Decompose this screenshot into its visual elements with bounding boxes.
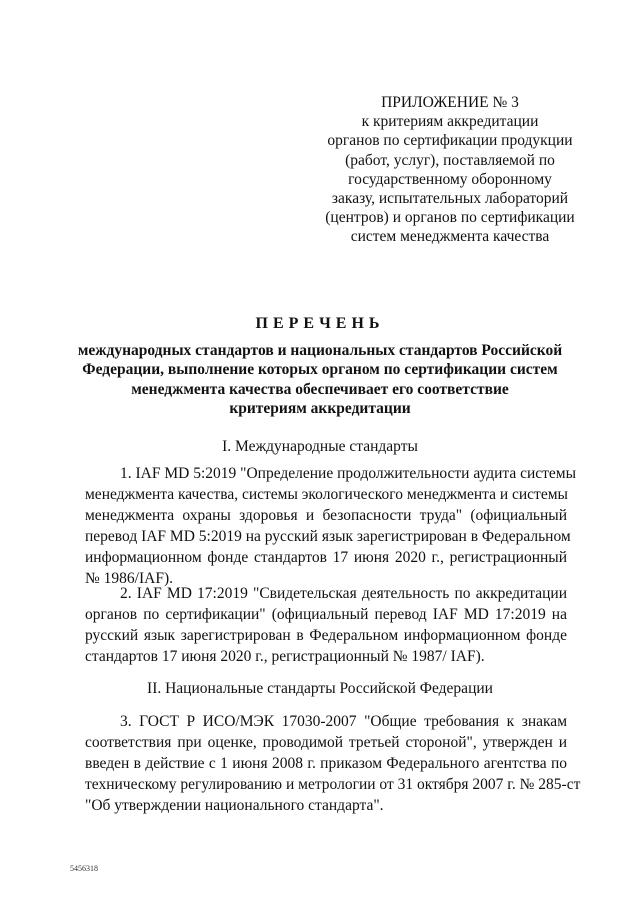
- document-title: ПЕРЕЧЕНЬ: [255, 315, 385, 332]
- appendix-header: [300, 93, 600, 247]
- item-line: 2. IAF MD 17:2019 "Свидетельская деятельность по аккредитации: [120, 585, 567, 602]
- item-line: менеджмента качества, системы экологического менеджмента и системы: [85, 486, 568, 504]
- section-heading-international: I. Международные стандарты: [222, 438, 418, 455]
- item-line: № 1986/IAF).: [85, 570, 173, 588]
- subtitle-line: международных стандартов и национальных стандартов Российской: [77, 342, 563, 359]
- item-line: "Об утверждении национального стандарта".: [85, 797, 384, 815]
- item-line: информационном фонде стандартов 17 июня 2020 г., регистрационный: [85, 549, 567, 567]
- item-line: менеджмента охраны здоровья и безопасности труда" (официальный: [85, 507, 567, 525]
- document-id: 5456318: [70, 864, 98, 873]
- subtitle-line: критериям аккредитации: [229, 399, 411, 417]
- subtitle-line: Федерации, выполнение которых органом по сертификации систем: [82, 361, 558, 379]
- item-line: перевод IAF MD 5:2019 на русский язык зарегистрирован в Федеральном: [85, 528, 571, 546]
- appendix-line: систем менеджмента качества: [350, 228, 550, 246]
- subtitle-line: менеджмента качества обеспечивает его соответствие: [131, 380, 509, 398]
- appendix-line: (центров) и органов по сертификации: [325, 209, 575, 227]
- appendix-line: государственному оборонному: [348, 170, 552, 188]
- item-line: 3. ГОСТ Р ИСО/МЭК 17030-2007 "Общие требования к знакам: [120, 713, 567, 730]
- item-line: введен в действие с 1 июня 2008 г. приказом Федерального агентства по: [85, 755, 567, 773]
- appendix-line: к критериям аккредитации: [361, 113, 539, 131]
- item-line: русский язык зарегистрирован в Федеральном информационном фонде: [85, 627, 567, 645]
- appendix-title: ПРИЛОЖЕНИЕ № 3: [381, 94, 519, 111]
- standard-item-3: [85, 711, 581, 816]
- appendix-line: органов по сертификации продукции: [327, 132, 573, 150]
- item-line: 1. IAF MD 5:2019 "Определение продолжительности аудита системы: [120, 465, 577, 482]
- appendix-line: заказу, испытательных лабораторий: [331, 190, 569, 208]
- section-heading-national: II. Национальные стандарты Российской Федерации: [147, 680, 493, 697]
- item-line: органов по сертификации" (официальный перевод IAF MD 17:2019 на: [85, 606, 567, 624]
- standard-item-2: [85, 583, 567, 667]
- item-line: стандартов 17 июня 2020 г., регистрационный № 1987/ IAF).: [85, 648, 485, 666]
- standard-item-1: [85, 463, 577, 590]
- appendix-line: (работ, услуг), поставляемой по: [345, 151, 555, 169]
- item-line: техническому регулированию и метрологии от 31 октября 2007 г. № 285-ст: [85, 776, 581, 794]
- document-subtitle: [60, 341, 580, 418]
- item-line: соответствия при оценке, проводимой третьей стороной", утвержден и: [85, 734, 567, 752]
